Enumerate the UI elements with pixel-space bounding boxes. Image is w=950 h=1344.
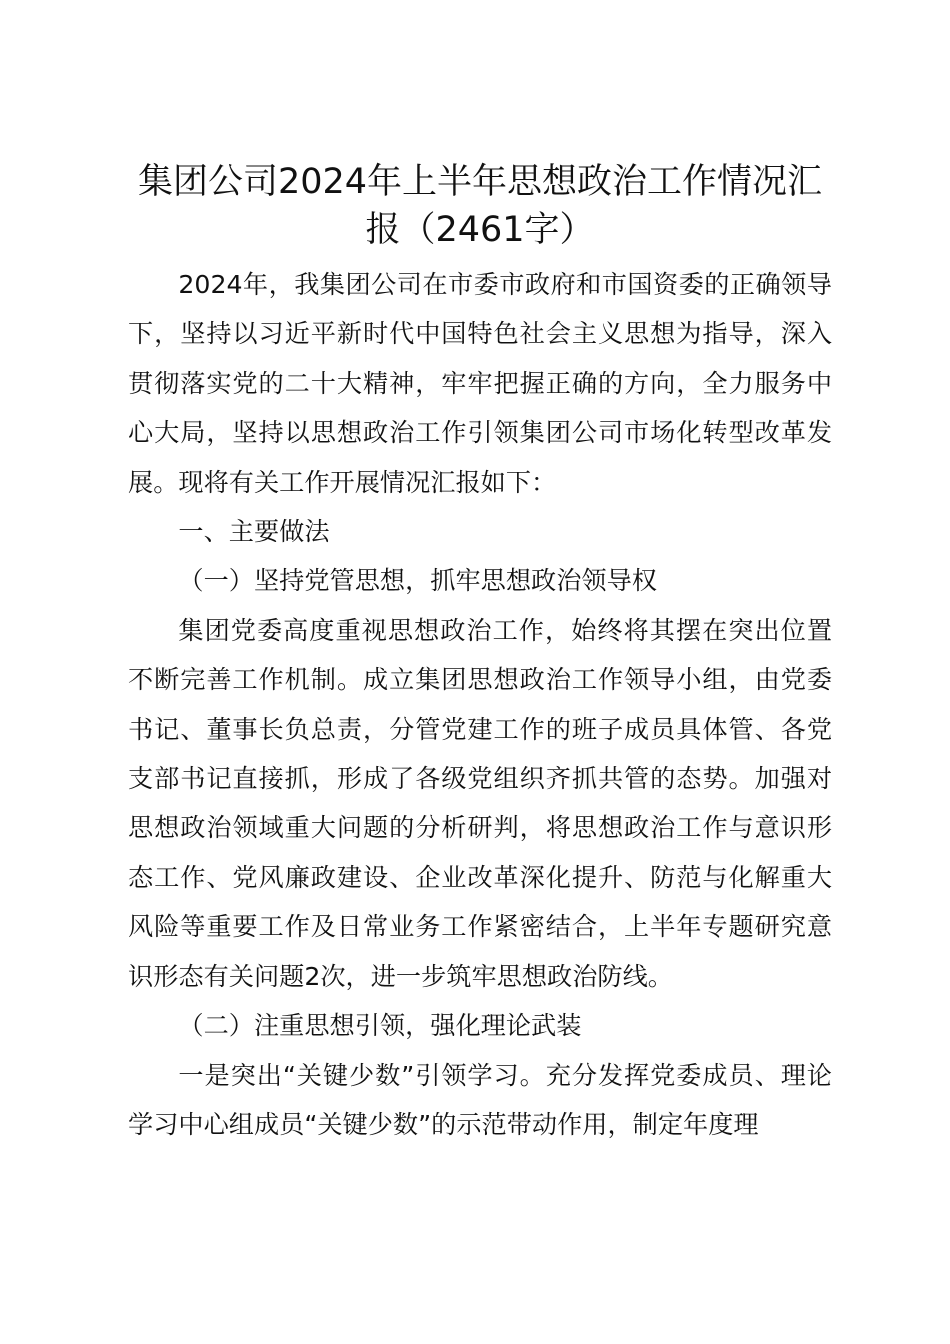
subsection-heading-1: （一）坚持党管思想，抓牢思想政治领导权 — [178, 566, 657, 596]
paragraph-intro: 2024年，我集团公司在市委市政府和市国资委的正确领导下，坚持以习近平新时代中国特色社会主义思想为指导，深入贯彻落实党的二十大精神，牢牢把握正确的方向，全力服务中心大局，坚持以思想政治工作引领集团公司市场化转型改革发展。现将有关工作开展情况汇报如下： — [128, 270, 832, 497]
subsection-heading-2: （二）注重思想引领，强化理论武装 — [178, 1011, 582, 1041]
paragraph-subsection-1: 集团党委高度重视思想政治工作，始终将其摆在突出位置不断完善工作机制。成立集团思想政治工作领导小组，由党委书记、董事长负总责，分管党建工作的班子成员具体管、各党支部书记直接抓，形成了各级党组织齐抓共管的态势。加强对思想政治领域重大问题的分析研判，将思想政治工作与意识形态工作、党风廉政建设、企业改革深化提升、防范与化解重大风险等重要工作及日常业务工作紧密结合，上半年专题研究意识形态有关问题2次，进一步筑牢思想政治防线。 — [128, 615, 832, 991]
document-body — [128, 260, 832, 1149]
section-heading-main-practices: 一、主要做法 — [178, 517, 330, 547]
document-page — [128, 158, 832, 1149]
paragraph-subsection-2: 一是突出“关键少数”引领学习。充分发挥党委成员、理论学习中心组成员“关键少数”的示范带动作用，制定年度理 — [128, 1060, 832, 1139]
document-title: 集团公司2024年上半年思想政治工作情况汇报（2461字） — [137, 162, 823, 250]
